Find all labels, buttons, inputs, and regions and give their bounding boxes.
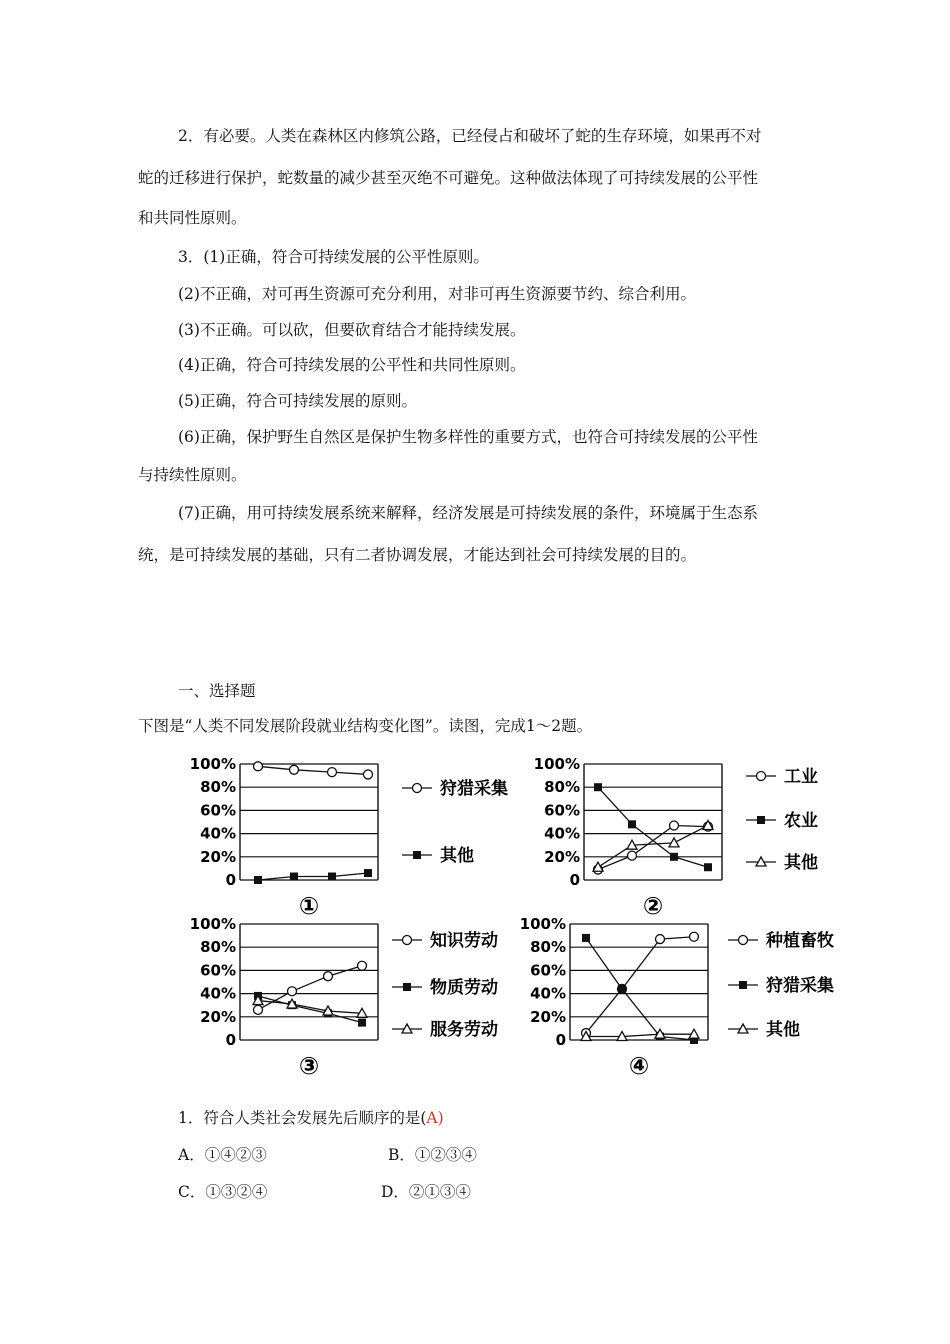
legend-label: 其他 <box>440 846 474 866</box>
series-line <box>598 787 708 867</box>
legend-label: 工业 <box>784 767 818 787</box>
legend-marker <box>739 936 748 945</box>
y-tick-label: 60% <box>530 961 566 980</box>
y-tick-label: 80% <box>200 778 236 797</box>
y-tick-label: 40% <box>200 984 236 1003</box>
legend-label: 知识劳动 <box>430 931 498 951</box>
answer-3-1: 3．(1)正确，符合可持续发展的公平性原则。 <box>178 248 489 266</box>
data-point <box>358 961 367 970</box>
legend-item <box>746 810 818 831</box>
y-tick-label: 40% <box>544 824 580 843</box>
y-tick-label: 40% <box>530 984 566 1003</box>
answer-3-6-line-2: 与持续性原则。 <box>138 466 247 484</box>
series-狩猎采集 <box>582 934 698 1044</box>
panel-number: ② <box>642 892 664 920</box>
y-tick-label: 60% <box>544 801 580 820</box>
data-point <box>670 821 679 830</box>
data-point <box>628 820 636 828</box>
chart-panel-4 <box>519 910 852 1080</box>
panel-number: ④ <box>628 1052 650 1080</box>
option-a: A．①④②③ <box>178 1146 267 1164</box>
data-point <box>656 935 665 944</box>
option-d: D．②①③④ <box>381 1183 471 1201</box>
data-point <box>704 863 712 871</box>
option-b: B．①②③④ <box>388 1146 477 1164</box>
series-知识劳动 <box>254 961 367 1014</box>
legend-label: 物质劳动 <box>430 978 498 998</box>
legend-label: 农业 <box>784 811 818 831</box>
series-line <box>598 825 708 869</box>
legend-marker <box>757 816 765 824</box>
series-line <box>586 938 694 1040</box>
question-close: ) <box>437 1109 444 1127</box>
y-tick-label: 0 <box>225 871 236 889</box>
series-line <box>258 766 368 774</box>
legend-item <box>392 930 498 951</box>
legend-item <box>728 930 834 951</box>
data-point <box>358 1019 366 1027</box>
series-line <box>258 873 368 880</box>
answer-3-7-line-2: 统，是可持续发展的基础，只有二者协调发展，才能达到社会可持续发展的目的。 <box>138 546 697 564</box>
legend-label: 其他 <box>784 853 818 873</box>
data-point <box>670 853 678 861</box>
question-1 <box>178 1108 444 1128</box>
legend-item <box>402 778 508 799</box>
series-物质劳动 <box>254 992 366 1027</box>
chart-panel-2 <box>522 748 852 920</box>
y-tick-label: 0 <box>569 871 580 889</box>
legend-item <box>728 975 834 996</box>
intro-text: 下图是“人类不同发展阶段就业结构变化图”。读图，完成1～2题。 <box>138 717 593 735</box>
series-工业 <box>594 821 713 874</box>
series-line <box>586 937 694 1033</box>
y-tick-label: 100% <box>533 755 580 773</box>
option-c: C．①③②④ <box>178 1183 268 1201</box>
y-tick-label: 80% <box>200 938 236 957</box>
answer-2-line-1: 2．有必要。人类在森林区内修筑公路，已经侵占和破坏了蛇的生存环境，如果再不对 <box>178 127 762 145</box>
legend-marker <box>739 981 747 989</box>
chart-panel-1 <box>178 748 523 920</box>
legend-item <box>728 1019 800 1040</box>
question-answer: A <box>426 1109 438 1127</box>
series-line <box>586 1034 694 1036</box>
panel-number: ③ <box>298 1052 320 1080</box>
legend-label: 服务劳动 <box>430 1020 498 1040</box>
section-title: 一、选择题 <box>178 682 256 700</box>
data-point <box>254 1005 263 1014</box>
legend-label: 狩猎采集 <box>766 976 834 996</box>
data-point <box>324 972 333 981</box>
data-point <box>364 770 373 779</box>
y-tick-label: 20% <box>200 1007 236 1026</box>
y-tick-label: 0 <box>555 1031 566 1049</box>
y-tick-label: 40% <box>200 824 236 843</box>
legend-marker <box>757 772 766 781</box>
panel-number: ① <box>298 892 320 920</box>
data-point <box>288 987 297 996</box>
legend-marker <box>413 784 422 793</box>
data-point <box>618 985 626 993</box>
series-line <box>258 966 362 1010</box>
legend-item <box>746 852 818 873</box>
y-tick-label: 60% <box>200 801 236 820</box>
data-point <box>582 934 590 942</box>
y-tick-label: 20% <box>544 847 580 866</box>
data-point <box>328 768 337 777</box>
y-tick-label: 80% <box>530 938 566 957</box>
y-tick-label: 100% <box>189 915 236 933</box>
chart-panel-3 <box>178 910 523 1080</box>
data-point <box>290 765 299 774</box>
legend-label: 其他 <box>766 1020 800 1040</box>
legend-item <box>392 1019 498 1040</box>
data-point <box>669 838 679 847</box>
answer-3-7-line-1: (7)正确，用可持续发展系统来解释，经济发展是可持续发展的条件，环境属于生态系 <box>178 504 758 522</box>
y-tick-label: 100% <box>519 915 566 933</box>
answer-3-4: (4)正确，符合可持续发展的公平性和共同性原则。 <box>178 356 526 374</box>
answer-2-line-2: 蛇的迁移进行保护，蛇数量的减少甚至灭绝不可避免。这种做法体现了可持续发展的公平性 <box>138 169 759 187</box>
answer-3-3: (3)不正确。可以砍，但要砍育结合才能持续发展。 <box>178 321 526 339</box>
data-point <box>254 762 263 771</box>
y-tick-label: 20% <box>530 1007 566 1026</box>
y-tick-label: 0 <box>225 1031 236 1049</box>
data-point <box>628 851 637 860</box>
data-point <box>364 869 372 877</box>
data-point <box>328 873 336 881</box>
data-point <box>290 873 298 881</box>
answer-3-2: (2)不正确，对可再生资源可充分利用，对非可再生资源要节约、综合利用。 <box>178 285 696 303</box>
legend-marker <box>403 983 411 991</box>
series-line <box>598 825 708 867</box>
legend-marker <box>403 936 412 945</box>
answer-2-line-3: 和共同性原则。 <box>138 209 247 227</box>
gridlines <box>570 924 708 1040</box>
series-其他 <box>254 869 372 884</box>
legend-label: 种植畜牧 <box>766 931 834 951</box>
y-tick-label: 80% <box>544 778 580 797</box>
gridlines <box>240 764 378 880</box>
data-point <box>594 783 602 791</box>
series-种植畜牧 <box>582 932 699 1037</box>
legend-label: 狩猎采集 <box>440 779 508 799</box>
legend-marker <box>413 851 421 859</box>
answer-3-6-line-1: (6)正确，保护野生自然区是保护生物多样性的重要方式，也符合可持续发展的公平性 <box>178 428 758 446</box>
y-tick-label: 100% <box>189 755 236 773</box>
answer-3-5: (5)正确，符合可持续发展的原则。 <box>178 392 417 410</box>
legend-item <box>392 977 498 998</box>
gridlines <box>240 924 378 1040</box>
series-line <box>258 1001 362 1014</box>
y-tick-label: 20% <box>200 847 236 866</box>
legend-item <box>402 845 474 866</box>
question-stem: 1．符合人类社会发展先后顺序的是( <box>178 1109 427 1127</box>
data-point <box>254 876 262 884</box>
y-tick-label: 60% <box>200 961 236 980</box>
legend-item <box>746 767 818 787</box>
data-point <box>690 932 699 941</box>
series-line <box>258 996 362 1023</box>
